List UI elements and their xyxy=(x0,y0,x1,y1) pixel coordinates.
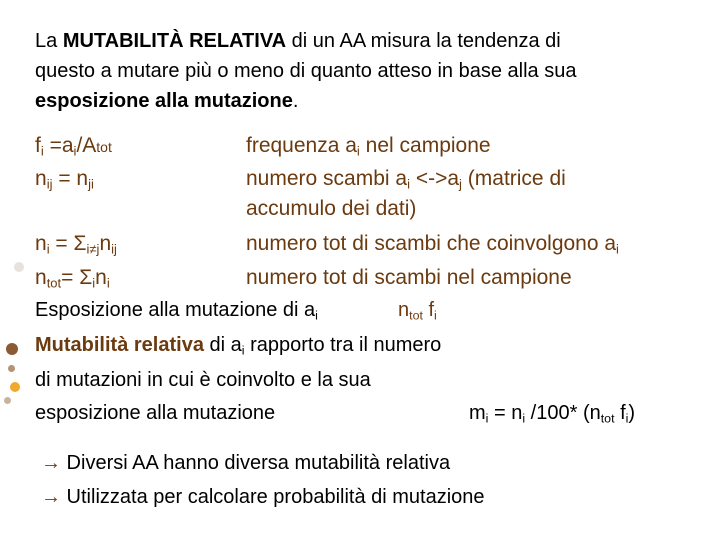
relmut-line-3: esposizione alla mutazione xyxy=(35,402,276,424)
exposure-formula: $n_{tot}$ $f_i$ xyxy=(398,299,437,323)
decorative-dot xyxy=(10,382,20,392)
arrow-right-icon: → xyxy=(41,486,61,508)
def-fi: $f_i$ $=a_i$/Atot xyxy=(35,134,112,159)
def-nij-desc: numero scambi $a_i <->a_j$ (matrice di xyxy=(246,167,566,192)
relmut-line-2: di mutazioni in cui è coinvolto e la sua xyxy=(35,369,371,391)
def-ni: $n_i = \Sigma_{i\ne j}n_{ij}$ xyxy=(35,232,117,257)
def-ni-desc: numero tot di scambi che coinvolgono $a_i$ xyxy=(246,232,619,257)
intro-line-1: La MUTABILITÀ RELATIVA di un AA misura la tendenza di xyxy=(35,30,561,52)
bullet-item: → Diversi AA hanno diversa mutabilità relativa xyxy=(41,452,451,474)
decorative-dot xyxy=(8,365,15,372)
def-nij: $n_{ij} = n_{ji}$ xyxy=(35,167,94,192)
intro-line-2: questo a mutare più o meno di quanto atteso in base alla sua xyxy=(35,60,577,82)
exposure-line: Esposizione alla mutazione di $a_i$ xyxy=(35,299,318,323)
decorative-dot xyxy=(6,343,18,355)
def-nij-desc-2: accumulo dei dati) xyxy=(246,197,417,220)
relmut-formula: $m_i = n_i$ /100* ($n_{tot}$ $f_i$) xyxy=(469,402,636,426)
relmut-line-1: Mutabilità relativa di $a_i$ rapporto tra il numero xyxy=(35,334,442,358)
def-fi-desc: frequenza $a_i$ nel campione xyxy=(246,134,491,159)
intro-line-3: esposizione alla mutazione. xyxy=(35,90,299,112)
decorative-dot xyxy=(14,262,24,272)
def-ntot-desc: numero tot di scambi nel campione xyxy=(246,266,572,289)
bullet-item: → Utilizzata per calcolare probabilità di mutazione xyxy=(41,486,485,508)
def-ntot: $n_{tot}= \Sigma_in_i$ xyxy=(35,266,110,291)
arrow-right-icon: → xyxy=(41,452,61,474)
decorative-dot xyxy=(4,397,11,404)
